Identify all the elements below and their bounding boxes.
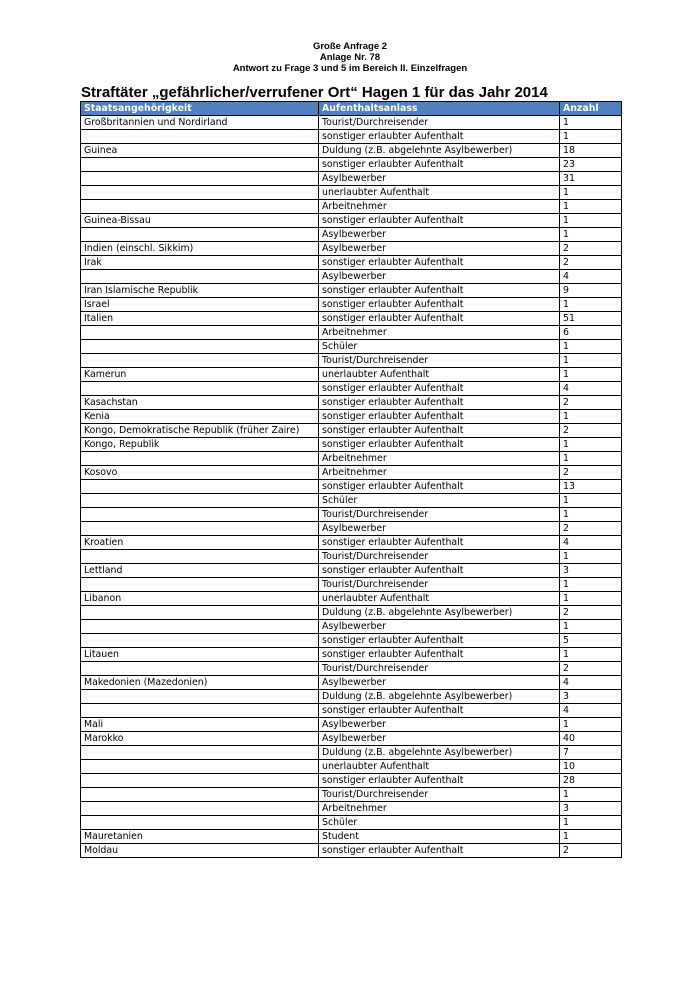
cell-staatsangehoerigkeit bbox=[81, 452, 319, 466]
cell-aufenthaltsanlass: sonstiger erlaubter Aufenthalt bbox=[319, 382, 560, 396]
table-row bbox=[81, 536, 622, 550]
cell-anzahl: 1 bbox=[560, 340, 622, 354]
table-row bbox=[81, 760, 622, 774]
cell-aufenthaltsanlass: sonstiger erlaubter Aufenthalt bbox=[319, 564, 560, 578]
table-row bbox=[81, 452, 622, 466]
cell-aufenthaltsanlass: Asylbewerber bbox=[319, 242, 560, 256]
cell-anzahl: 1 bbox=[560, 130, 622, 144]
cell-anzahl: 2 bbox=[560, 522, 622, 536]
cell-staatsangehoerigkeit bbox=[81, 508, 319, 522]
cell-anzahl: 2 bbox=[560, 606, 622, 620]
cell-staatsangehoerigkeit bbox=[81, 228, 319, 242]
table-row bbox=[81, 522, 622, 536]
cell-staatsangehoerigkeit bbox=[81, 760, 319, 774]
cell-anzahl: 13 bbox=[560, 480, 622, 494]
cell-aufenthaltsanlass: Schüler bbox=[319, 816, 560, 830]
cell-aufenthaltsanlass: sonstiger erlaubter Aufenthalt bbox=[319, 130, 560, 144]
cell-aufenthaltsanlass: unerlaubter Aufenthalt bbox=[319, 186, 560, 200]
cell-aufenthaltsanlass: Tourist/Durchreisender bbox=[319, 354, 560, 368]
cell-staatsangehoerigkeit: Großbritannien und Nordirland bbox=[81, 116, 319, 130]
cell-anzahl: 1 bbox=[560, 438, 622, 452]
cell-staatsangehoerigkeit bbox=[81, 382, 319, 396]
cell-staatsangehoerigkeit bbox=[81, 620, 319, 634]
cell-aufenthaltsanlass: Duldung (z.B. abgelehnte Asylbewerber) bbox=[319, 690, 560, 704]
cell-anzahl: 1 bbox=[560, 816, 622, 830]
table-row bbox=[81, 676, 622, 690]
table-row bbox=[81, 410, 622, 424]
cell-staatsangehoerigkeit bbox=[81, 270, 319, 284]
table-row bbox=[81, 396, 622, 410]
cell-staatsangehoerigkeit bbox=[81, 704, 319, 718]
header-line-antwort: Antwort zu Frage 3 und 5 im Bereich II. Einzelfragen bbox=[232, 63, 468, 74]
cell-aufenthaltsanlass: sonstiger erlaubter Aufenthalt bbox=[319, 410, 560, 424]
cell-anzahl: 18 bbox=[560, 144, 622, 158]
cell-aufenthaltsanlass: Tourist/Durchreisender bbox=[319, 550, 560, 564]
cell-aufenthaltsanlass: Arbeitnehmer bbox=[319, 466, 560, 480]
cell-aufenthaltsanlass: Asylbewerber bbox=[319, 676, 560, 690]
cell-staatsangehoerigkeit: Mauretanien bbox=[81, 830, 319, 844]
cell-anzahl: 1 bbox=[560, 410, 622, 424]
cell-staatsangehoerigkeit: Kenia bbox=[81, 410, 319, 424]
cell-aufenthaltsanlass: sonstiger erlaubter Aufenthalt bbox=[319, 158, 560, 172]
table-row bbox=[81, 704, 622, 718]
cell-anzahl: 3 bbox=[560, 564, 622, 578]
table-row bbox=[81, 228, 622, 242]
cell-staatsangehoerigkeit: Indien (einschl. Sikkim) bbox=[81, 242, 319, 256]
cell-anzahl: 5 bbox=[560, 634, 622, 648]
table-row bbox=[81, 718, 622, 732]
cell-anzahl: 2 bbox=[560, 256, 622, 270]
table-row bbox=[81, 844, 622, 858]
cell-staatsangehoerigkeit: Litauen bbox=[81, 648, 319, 662]
cell-aufenthaltsanlass: sonstiger erlaubter Aufenthalt bbox=[319, 648, 560, 662]
cell-aufenthaltsanlass: sonstiger erlaubter Aufenthalt bbox=[319, 396, 560, 410]
cell-staatsangehoerigkeit: Guinea-Bissau bbox=[81, 214, 319, 228]
cell-aufenthaltsanlass: unerlaubter Aufenthalt bbox=[319, 592, 560, 606]
cell-aufenthaltsanlass: sonstiger erlaubter Aufenthalt bbox=[319, 298, 560, 312]
cell-anzahl: 1 bbox=[560, 298, 622, 312]
cell-staatsangehoerigkeit bbox=[81, 200, 319, 214]
cell-anzahl: 31 bbox=[560, 172, 622, 186]
cell-anzahl: 4 bbox=[560, 270, 622, 284]
header-line-anlage: Anlage Nr. 78 bbox=[319, 52, 381, 63]
cell-aufenthaltsanlass: Tourist/Durchreisender bbox=[319, 116, 560, 130]
cell-anzahl: 1 bbox=[560, 550, 622, 564]
cell-anzahl: 2 bbox=[560, 844, 622, 858]
cell-anzahl: 1 bbox=[560, 830, 622, 844]
table-row bbox=[81, 592, 622, 606]
cell-staatsangehoerigkeit: Makedonien (Mazedonien) bbox=[81, 676, 319, 690]
table-row bbox=[81, 214, 622, 228]
cell-aufenthaltsanlass: Asylbewerber bbox=[319, 270, 560, 284]
cell-staatsangehoerigkeit: Lettland bbox=[81, 564, 319, 578]
cell-anzahl: 1 bbox=[560, 508, 622, 522]
cell-anzahl: 1 bbox=[560, 214, 622, 228]
cell-staatsangehoerigkeit bbox=[81, 746, 319, 760]
table-row bbox=[81, 438, 622, 452]
cell-staatsangehoerigkeit bbox=[81, 326, 319, 340]
cell-aufenthaltsanlass: Tourist/Durchreisender bbox=[319, 578, 560, 592]
cell-anzahl: 23 bbox=[560, 158, 622, 172]
cell-aufenthaltsanlass: sonstiger erlaubter Aufenthalt bbox=[319, 774, 560, 788]
cell-anzahl: 4 bbox=[560, 676, 622, 690]
cell-staatsangehoerigkeit bbox=[81, 606, 319, 620]
cell-anzahl: 40 bbox=[560, 732, 622, 746]
cell-anzahl: 51 bbox=[560, 312, 622, 326]
cell-staatsangehoerigkeit: Kamerun bbox=[81, 368, 319, 382]
cell-staatsangehoerigkeit bbox=[81, 550, 319, 564]
cell-anzahl: 3 bbox=[560, 802, 622, 816]
cell-staatsangehoerigkeit: Libanon bbox=[81, 592, 319, 606]
cell-staatsangehoerigkeit: Guinea bbox=[81, 144, 319, 158]
table-row bbox=[81, 648, 622, 662]
cell-anzahl: 1 bbox=[560, 592, 622, 606]
table-row bbox=[81, 620, 622, 634]
cell-aufenthaltsanlass: Asylbewerber bbox=[319, 172, 560, 186]
cell-staatsangehoerigkeit bbox=[81, 662, 319, 676]
cell-staatsangehoerigkeit: Kongo, Demokratische Republik (früher Zaire) bbox=[81, 424, 319, 438]
cell-aufenthaltsanlass: sonstiger erlaubter Aufenthalt bbox=[319, 480, 560, 494]
table-header-row bbox=[81, 102, 622, 116]
cell-staatsangehoerigkeit: Kosovo bbox=[81, 466, 319, 480]
table-row bbox=[81, 312, 622, 326]
cell-staatsangehoerigkeit bbox=[81, 354, 319, 368]
cell-staatsangehoerigkeit: Iran Islamische Republik bbox=[81, 284, 319, 298]
cell-staatsangehoerigkeit bbox=[81, 690, 319, 704]
table-row bbox=[81, 158, 622, 172]
cell-staatsangehoerigkeit: Mali bbox=[81, 718, 319, 732]
cell-staatsangehoerigkeit bbox=[81, 578, 319, 592]
cell-anzahl: 2 bbox=[560, 466, 622, 480]
cell-anzahl: 28 bbox=[560, 774, 622, 788]
table-row bbox=[81, 270, 622, 284]
cell-aufenthaltsanlass: sonstiger erlaubter Aufenthalt bbox=[319, 844, 560, 858]
cell-aufenthaltsanlass: Tourist/Durchreisender bbox=[319, 508, 560, 522]
table-row bbox=[81, 200, 622, 214]
table-row bbox=[81, 774, 622, 788]
column-header-aufenthaltsanlass: Aufenthaltsanlass bbox=[319, 102, 560, 116]
cell-anzahl: 1 bbox=[560, 452, 622, 466]
table-row bbox=[81, 172, 622, 186]
cell-aufenthaltsanlass: sonstiger erlaubter Aufenthalt bbox=[319, 256, 560, 270]
table-row bbox=[81, 550, 622, 564]
cell-aufenthaltsanlass: sonstiger erlaubter Aufenthalt bbox=[319, 214, 560, 228]
cell-staatsangehoerigkeit bbox=[81, 802, 319, 816]
table-row bbox=[81, 788, 622, 802]
table-row bbox=[81, 494, 622, 508]
cell-staatsangehoerigkeit bbox=[81, 816, 319, 830]
cell-aufenthaltsanlass: Asylbewerber bbox=[319, 522, 560, 536]
cell-aufenthaltsanlass: Duldung (z.B. abgelehnte Asylbewerber) bbox=[319, 746, 560, 760]
cell-anzahl: 1 bbox=[560, 186, 622, 200]
cell-aufenthaltsanlass: sonstiger erlaubter Aufenthalt bbox=[319, 536, 560, 550]
cell-staatsangehoerigkeit: Marokko bbox=[81, 732, 319, 746]
cell-anzahl: 4 bbox=[560, 382, 622, 396]
cell-aufenthaltsanlass: Tourist/Durchreisender bbox=[319, 788, 560, 802]
table-row bbox=[81, 284, 622, 298]
cell-staatsangehoerigkeit: Italien bbox=[81, 312, 319, 326]
cell-anzahl: 2 bbox=[560, 424, 622, 438]
table-body bbox=[81, 116, 622, 858]
cell-aufenthaltsanlass: sonstiger erlaubter Aufenthalt bbox=[319, 438, 560, 452]
cell-anzahl: 1 bbox=[560, 368, 622, 382]
table-row bbox=[81, 564, 622, 578]
table-row bbox=[81, 326, 622, 340]
table-row bbox=[81, 816, 622, 830]
cell-staatsangehoerigkeit bbox=[81, 774, 319, 788]
table-row bbox=[81, 116, 622, 130]
table-row bbox=[81, 424, 622, 438]
table-row bbox=[81, 130, 622, 144]
table-row bbox=[81, 466, 622, 480]
cell-aufenthaltsanlass: Arbeitnehmer bbox=[319, 452, 560, 466]
table-row bbox=[81, 256, 622, 270]
table-row bbox=[81, 382, 622, 396]
cell-staatsangehoerigkeit bbox=[81, 480, 319, 494]
table-row bbox=[81, 298, 622, 312]
cell-staatsangehoerigkeit: Kasachstan bbox=[81, 396, 319, 410]
table-row bbox=[81, 606, 622, 620]
cell-aufenthaltsanlass: Arbeitnehmer bbox=[319, 200, 560, 214]
table-row bbox=[81, 746, 622, 760]
table-row bbox=[81, 368, 622, 382]
cell-anzahl: 1 bbox=[560, 116, 622, 130]
table-row bbox=[81, 578, 622, 592]
cell-aufenthaltsanlass: unerlaubter Aufenthalt bbox=[319, 760, 560, 774]
table-row bbox=[81, 830, 622, 844]
cell-anzahl: 1 bbox=[560, 788, 622, 802]
cell-anzahl: 1 bbox=[560, 620, 622, 634]
table-row bbox=[81, 634, 622, 648]
cell-anzahl: 7 bbox=[560, 746, 622, 760]
table-row bbox=[81, 242, 622, 256]
cell-anzahl: 2 bbox=[560, 396, 622, 410]
cell-aufenthaltsanlass: Asylbewerber bbox=[319, 732, 560, 746]
cell-anzahl: 2 bbox=[560, 662, 622, 676]
cell-anzahl: 9 bbox=[560, 284, 622, 298]
cell-anzahl: 1 bbox=[560, 354, 622, 368]
cell-aufenthaltsanlass: sonstiger erlaubter Aufenthalt bbox=[319, 284, 560, 298]
cell-staatsangehoerigkeit: Moldau bbox=[81, 844, 319, 858]
cell-staatsangehoerigkeit bbox=[81, 172, 319, 186]
cell-anzahl: 1 bbox=[560, 200, 622, 214]
cell-aufenthaltsanlass: Asylbewerber bbox=[319, 620, 560, 634]
cell-staatsangehoerigkeit bbox=[81, 158, 319, 172]
table-row bbox=[81, 802, 622, 816]
cell-aufenthaltsanlass: unerlaubter Aufenthalt bbox=[319, 368, 560, 382]
cell-anzahl: 3 bbox=[560, 690, 622, 704]
cell-anzahl: 2 bbox=[560, 242, 622, 256]
table-row bbox=[81, 186, 622, 200]
cell-anzahl: 1 bbox=[560, 718, 622, 732]
table-row bbox=[81, 480, 622, 494]
cell-staatsangehoerigkeit: Irak bbox=[81, 256, 319, 270]
cell-staatsangehoerigkeit bbox=[81, 522, 319, 536]
cell-aufenthaltsanlass: sonstiger erlaubter Aufenthalt bbox=[319, 634, 560, 648]
cell-aufenthaltsanlass: Student bbox=[319, 830, 560, 844]
page-title: Straftäter „gefährlicher/verrufener Ort“ Hagen 1 für das Jahr 2014 bbox=[81, 84, 548, 101]
column-header-anzahl: Anzahl bbox=[560, 102, 622, 116]
cell-anzahl: 1 bbox=[560, 648, 622, 662]
cell-aufenthaltsanlass: Asylbewerber bbox=[319, 718, 560, 732]
cell-anzahl: 10 bbox=[560, 760, 622, 774]
cell-aufenthaltsanlass: Arbeitnehmer bbox=[319, 326, 560, 340]
offender-table bbox=[80, 101, 622, 858]
cell-aufenthaltsanlass: Schüler bbox=[319, 494, 560, 508]
cell-staatsangehoerigkeit bbox=[81, 340, 319, 354]
cell-staatsangehoerigkeit bbox=[81, 494, 319, 508]
cell-staatsangehoerigkeit: Kroatien bbox=[81, 536, 319, 550]
cell-aufenthaltsanlass: Arbeitnehmer bbox=[319, 802, 560, 816]
cell-aufenthaltsanlass: Duldung (z.B. abgelehnte Asylbewerber) bbox=[319, 606, 560, 620]
cell-staatsangehoerigkeit: Israel bbox=[81, 298, 319, 312]
cell-anzahl: 6 bbox=[560, 326, 622, 340]
cell-anzahl: 4 bbox=[560, 536, 622, 550]
table-row bbox=[81, 354, 622, 368]
cell-aufenthaltsanlass: Schüler bbox=[319, 340, 560, 354]
table-row bbox=[81, 340, 622, 354]
cell-staatsangehoerigkeit bbox=[81, 186, 319, 200]
table-row bbox=[81, 508, 622, 522]
cell-aufenthaltsanlass: Asylbewerber bbox=[319, 228, 560, 242]
table-row bbox=[81, 662, 622, 676]
cell-aufenthaltsanlass: sonstiger erlaubter Aufenthalt bbox=[319, 424, 560, 438]
header-line-anfrage: Große Anfrage 2 bbox=[312, 41, 388, 52]
cell-aufenthaltsanlass: Duldung (z.B. abgelehnte Asylbewerber) bbox=[319, 144, 560, 158]
cell-staatsangehoerigkeit bbox=[81, 130, 319, 144]
cell-aufenthaltsanlass: sonstiger erlaubter Aufenthalt bbox=[319, 312, 560, 326]
cell-anzahl: 4 bbox=[560, 704, 622, 718]
cell-anzahl: 1 bbox=[560, 228, 622, 242]
table-row bbox=[81, 690, 622, 704]
cell-staatsangehoerigkeit: Kongo, Republik bbox=[81, 438, 319, 452]
table-row bbox=[81, 144, 622, 158]
cell-anzahl: 1 bbox=[560, 494, 622, 508]
cell-anzahl: 1 bbox=[560, 578, 622, 592]
cell-staatsangehoerigkeit bbox=[81, 788, 319, 802]
table-row bbox=[81, 732, 622, 746]
column-header-staatsangehoerigkeit: Staatsangehörigkeit bbox=[81, 102, 319, 116]
cell-staatsangehoerigkeit bbox=[81, 634, 319, 648]
document-header bbox=[0, 41, 700, 74]
cell-aufenthaltsanlass: sonstiger erlaubter Aufenthalt bbox=[319, 704, 560, 718]
cell-aufenthaltsanlass: Tourist/Durchreisender bbox=[319, 662, 560, 676]
